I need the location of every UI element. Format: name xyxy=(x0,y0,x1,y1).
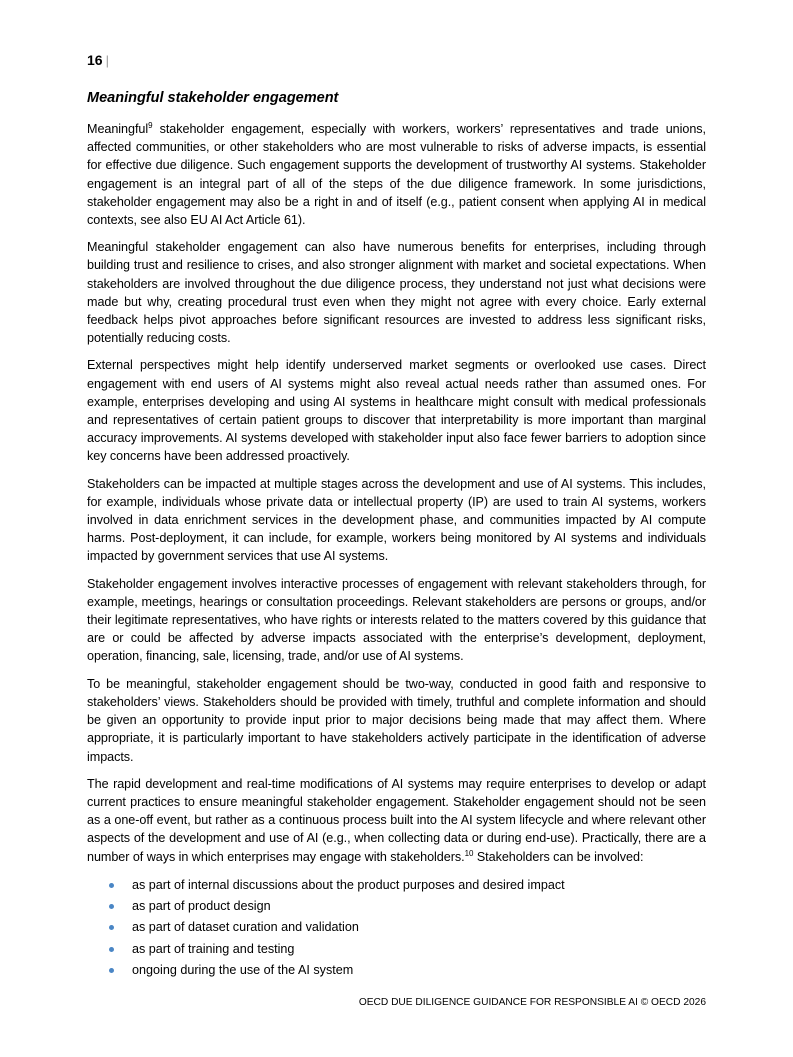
paragraph-7 xyxy=(87,775,706,866)
body-content xyxy=(87,120,706,981)
list-item-text: as part of dataset curation and validation xyxy=(132,920,359,935)
page-footer: OECD DUE DILIGENCE GUIDANCE FOR RESPONSIBLE AI © OECD 2026 xyxy=(358,997,706,1008)
paragraph-1 xyxy=(87,120,706,229)
bullet-icon xyxy=(109,904,114,909)
page-number-separator: | xyxy=(105,53,109,68)
list-item-text: ongoing during the use of the AI system xyxy=(132,962,354,977)
list-item xyxy=(87,960,706,981)
paragraph-tail: Stakeholders can be involved: xyxy=(473,849,644,864)
involvement-list xyxy=(87,875,706,981)
list-item-text: as part of training and testing xyxy=(132,941,295,956)
paragraph-lead: Meaningful xyxy=(87,122,149,136)
section-title: Meaningful stakeholder engagement xyxy=(87,90,339,106)
paragraph-text: The rapid development and real-time modifications of AI systems may require enterprises to develop or adapt current practices to ensure meaningful stakeholder engagement. Stakeholder engagement should not be seen as a one-off event, but rather as a continuous process built into the AI system lifecycle and where relevant other aspects of the development and use of AI (e.g., when collecting data or during end-use). Practically, there are a number of ways in which enterprises may engage with stakeholders. xyxy=(87,776,706,864)
list-item xyxy=(87,917,706,938)
paragraph-2: Meaningful stakeholder engagement can also have numerous benefits for enterprises, including through building trust and resilience to crises, and also stronger alignment with market and societal expectations. When stakeholders are involved throughout the due diligence process, they understand not just what decisions were made but why, creating procedural trust even when they might not agree with every choice. Early external feedback helps pivot approaches before significant resources are invested to address less significant risks, potentially reducing costs. xyxy=(87,240,706,346)
list-item xyxy=(87,875,706,896)
paragraph-4: Stakeholders can be impacted at multiple stages across the development and use of AI systems. This includes, for example, individuals whose private data or intellectual property (IP) are used to train AI systems, workers involved in data enrichment services in the development phase, and communities impacted by AI compute harms. Post-deployment, it can include, for example, workers being monitored by AI systems and individuals impacted by government services that use AI systems. xyxy=(87,476,706,564)
bullet-icon xyxy=(109,925,114,930)
list-item xyxy=(87,896,706,917)
footnote-ref-10[interactable]: 10 xyxy=(464,848,474,858)
page-number-value: 16 xyxy=(87,52,103,68)
paragraph-text: stakeholder engagement, especially with workers, workers’ representatives and trade unions, affected communities, or other stakeholders who are most vulnerable to risks of adverse impacts, is essential for effective due diligence. Such engagement supports the development of trustworthy AI systems. Stakeholder engagement is an integral part of all of the steps of the due diligence framework. In some jurisdictions, stakeholder engagement may also be a right in and of itself (e.g., patient consent when applying AI in medical contexts, see also EU AI Act Article 61). xyxy=(87,122,706,228)
list-item xyxy=(87,939,706,960)
footnote-ref-9[interactable]: 9 xyxy=(148,121,153,130)
bullet-icon xyxy=(109,947,114,952)
bullet-icon xyxy=(109,883,114,888)
paragraph-6: To be meaningful, stakeholder engagement should be two-way, conducted in good faith and responsive to stakeholders’ views. Stakeholders should be provided with timely, truthful and complete information and should be given an opportunity to provide input prior to major decisions being made that may affect them. Where appropriate, it is particularly important to have stakeholders actively participate in the identification of adverse impacts. xyxy=(87,676,706,764)
bullet-icon xyxy=(109,968,114,973)
paragraph-5: Stakeholder engagement involves interactive processes of engagement with relevant stakeholders through, for example, meetings, hearings or consultation proceedings. Relevant stakeholders are persons or groups, and/or their legitimate representatives, who have rights or interests related to the matters covered by this guidance that are or could be affected by adverse impacts associated with the enterprise’s development, deployment, operation, financing, sale, licensing, trade, and/or use of AI systems. xyxy=(87,576,706,664)
list-item-text: as part of internal discussions about the product purposes and desired impact xyxy=(132,877,565,892)
page-number xyxy=(87,52,109,68)
list-item-text: as part of product design xyxy=(132,899,271,914)
paragraph-3: External perspectives might help identify underserved market segments or overlooked use cases. Direct engagement with end users of AI systems might also reveal actual needs rather than assumed ones. For example, enterprises developing and using AI systems in healthcare might consult with medical professionals and representatives of certain patient groups to discover that interpretability is more important than marginal accuracy improvements. AI systems developed with stakeholder input also face fewer barriers to adoption since key concerns have been addressed proactively. xyxy=(87,358,706,464)
